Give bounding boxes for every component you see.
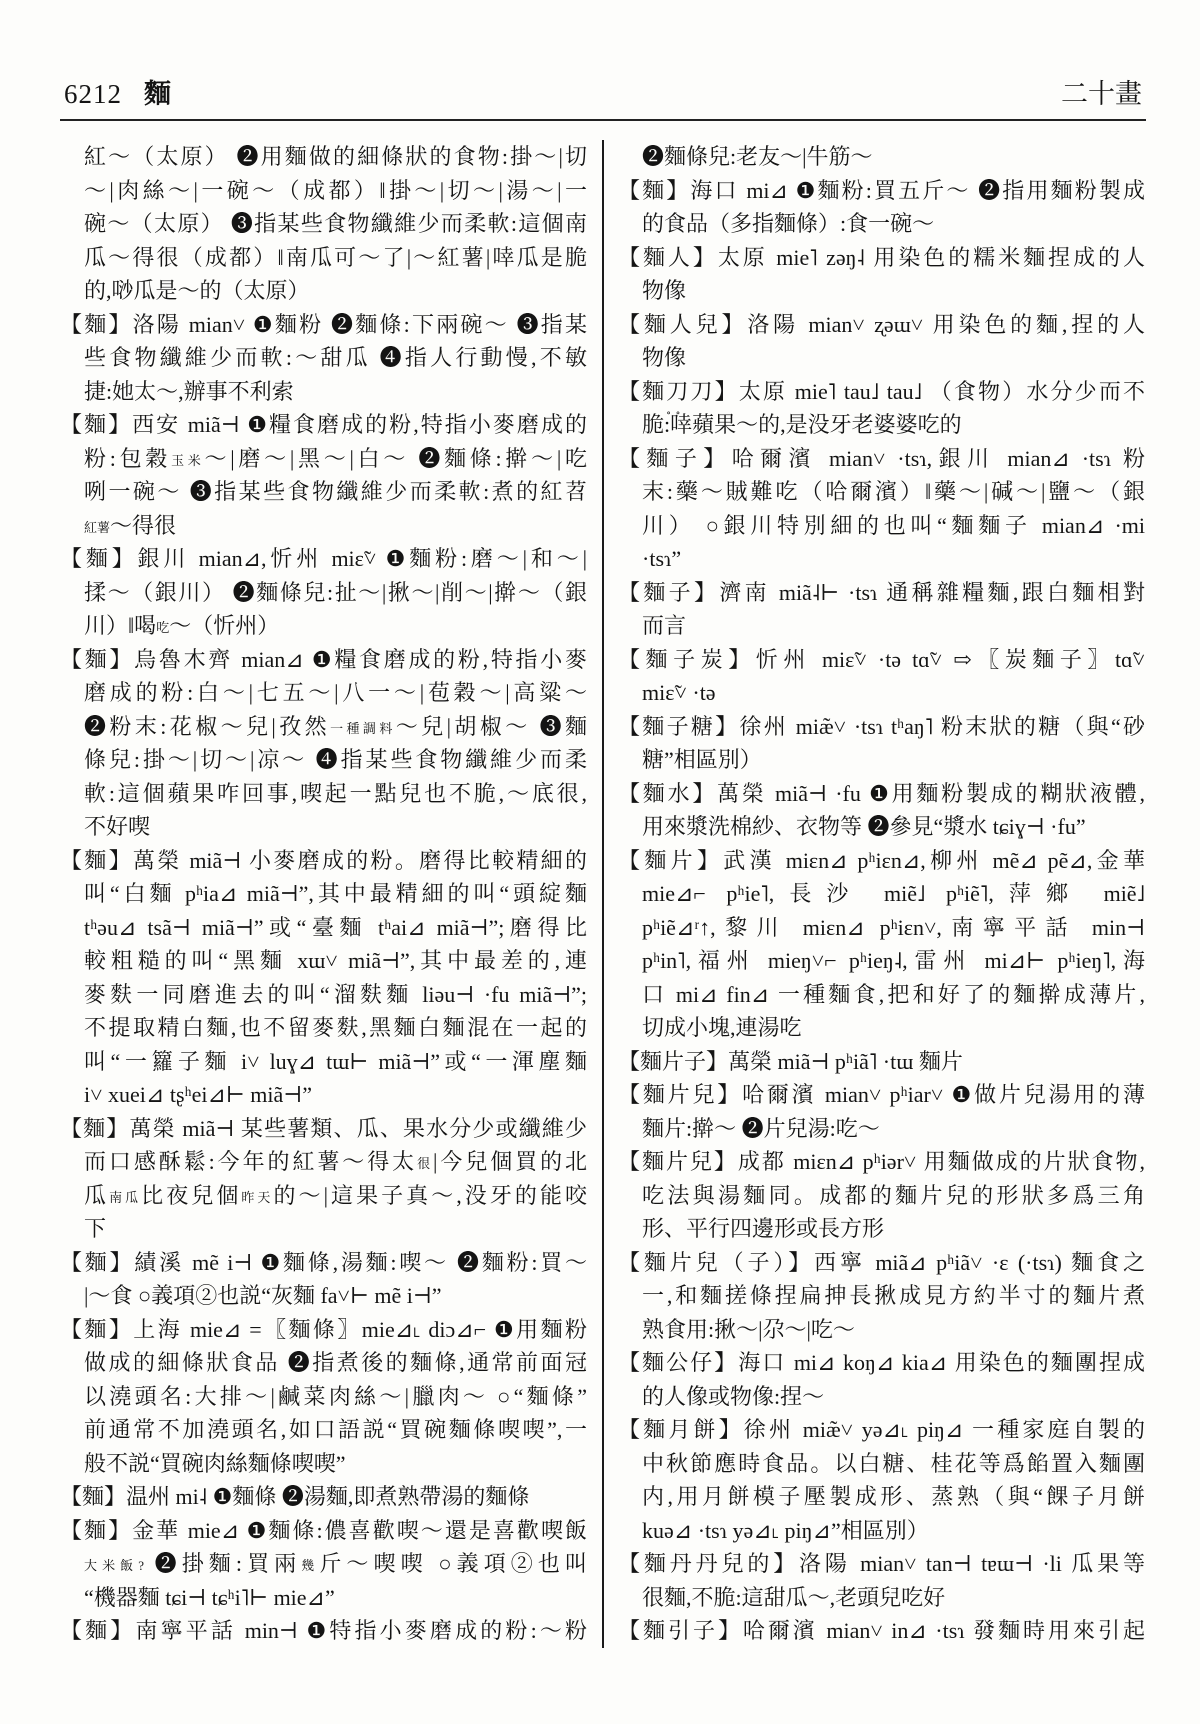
text-line: 的食品（多指麵條）:食一碗～ [642,211,935,236]
text-line: pʰiẽ⊿ʳ↑,黎川 miɛn⊿ pʰiɛn˅,南寧平話 min⊣ [642,914,1145,940]
text-line: 末:藥～賊難吃（哈爾濱）‖藥～|碱～|鹽～（銀 [642,479,1145,504]
header-left [64,72,171,111]
text-line: 【麵】海口 mi⊿ ❶麵粉:買五斤～ ❷指用麵粉製成 [618,177,1145,203]
text-line: 般不説“買碗肉絲麵條喫喫” [84,1450,346,1476]
text-line: 【麵】上海 mie⊿ =〖麵條〗mie⊿˪ diɔ⊿⌐ ❶用麵粉 [60,1316,587,1342]
text-line: 叫“白麵 pʰia⊿ miã⊣”,其中最精細的叫“頭綻麵 [84,881,587,906]
text-line: 下 [84,1216,107,1241]
text-line: ～|肉絲～|一碗～（成都）‖掛～|切～|湯～|一 [84,177,587,203]
text-line: 而口感酥鬆:今年的紅薯～得太很|今兒個買的北 [84,1149,587,1174]
text-line: 紅～（太原） ❷用麵做的細條狀的食物:掛～|切 [84,144,587,169]
text-line: 做成的細條狀食品 ❷指煮後的麵條,通常前面冠 [84,1350,587,1375]
text-line: 【麵水】萬榮 miã⊣ ·fu ❶用麵粉製成的糊狀液體, [618,780,1145,806]
page-body [60,140,1150,1648]
text-line: 【麵】西安 miã⊣ ❶糧食磨成的粉,特指小麥磨成的 [60,412,587,437]
text-line: 【麵片兒（子）】西寧 miã⊿ pʰiã˅ ·ɛ (·tsɿ) 麵食之 [618,1249,1145,1275]
text-line: 捷:她太～,辦事不利索 [84,378,294,404]
text-line: 【麵】績溪 mẽ i⊣ ❶麵條,湯麵:喫～ ❷麵粉:買～ [60,1249,587,1275]
text-line: 【麵】温州 mi˨ ❶麵條 ❷湯麵,即煮熟帶湯的麵條 [60,1484,530,1509]
text-line: 【麵片】武漢 miɛn⊿ pʰiɛn⊿,柳州 mẽ⊿ pẽ⊿,金華 [618,847,1145,873]
small-gloss: 吃 [156,620,170,635]
text-line: |～食 ○義項②也説“灰麵 fa˅⊢ mẽ i⊣” [84,1283,442,1308]
text-line: 【麵子】濟南 miã˨⊢ ·tsɿ 通稱雜糧麵,跟白麵相對 [618,579,1145,605]
text-line: 吃法與湯麵同。成都的麵片兒的形狀多爲三角 [642,1182,1145,1208]
stroke-section-label: 二十畫 [1061,79,1142,109]
text-line: 不好喫 [84,814,151,839]
page-number: 6212 [64,79,122,109]
text-line: 不提取精白麵,也不留麥麩,黑麵白麵混在一起的 [84,1015,587,1040]
text-line: 條兒:掛～|切～|凉～ ❹指某些食物纖維少而柔 [84,747,587,772]
text-line: 叫“一籮子麵 i˅ luɣ⊿ tɯ⊢ miã⊣”或“一渾塵麵 [84,1048,587,1074]
text-line: “機器麵 tɕi⊣ tɕʰi˥⊢ mie⊿” [84,1584,335,1610]
text-line: 【麵引子】哈爾濱 mian˅ in⊿ ·tsɿ 發麵時用來引起 [618,1618,1145,1643]
text-line: tʰəu⊿ tsã⊣ miã⊣”或“臺麵 tʰai⊿ miã⊣”;磨得比 [84,914,587,940]
text-line: 【麵丹丹兒的】洛陽 mian˅ tan⊣ tɐɯ⊣ ·li 瓜果等 [618,1551,1145,1576]
text-line: 碗～（太原） ❸指某些食物纖維少而柔軟:這個南 [84,211,587,236]
page-header [64,72,1142,111]
right-column [618,140,1145,1648]
small-gloss: 南瓜 [109,1189,142,1205]
small-gloss: 一種調料 [330,720,396,736]
text-line: 川）‖喝吃～（忻州） [84,613,280,638]
text-line: 脆:∘ ∘ 啈蘋果～的,是没牙老婆婆吃的 [618,408,1145,442]
text-line: 物像 [642,278,687,303]
text-line: 一,和麵搓條捏扁抻長揪成見方約半寸的麵片煮 [642,1283,1145,1308]
text-line: 的人像或物像:捏～ [642,1383,825,1409]
text-line: 【麵子糖】徐州 miæ̃˅ ·tsɿ tʰaŋ˥ 粉末狀的糖（與“砂 [618,713,1145,739]
text-line: 【麵】金華 mie⊿ ❶麵條:儂喜歡喫～還是喜歡喫飯 [60,1517,587,1543]
text-line: 揉～（銀川） ❷麵條兒:扯～|揪～|削～|擀～（銀 [84,579,587,605]
text-line: 【麵人】太原 mie˥ zəŋ˨ 用染色的糯米麵捏成的人 [618,244,1145,270]
small-gloss: 紅薯 [84,519,111,535]
small-gloss: 昨天 [241,1189,274,1205]
text-line: 瓜～得很（成都）‖南瓜可～了|～紅薯|啈瓜是脆 [84,244,587,270]
text-line: 麥麩一同磨進去的叫“溜麩麵 liəu⊣ ·fu miã⊣”; [84,981,587,1007]
text-line: 粉:包穀玉米～|磨～|黑～|白～ ❷麵條:擀～|吃 [84,445,587,471]
text-line: 形、平行四邊形或長方形 [642,1216,885,1241]
text-line: 較粗糙的叫“黑麵 xɯ˅ miã⊣”,其中最差的,連 [84,948,587,973]
text-line: 【麵片兒】哈爾濱 mian˅ pʰiar˅ ❶做片兒湯用的薄 [618,1082,1145,1107]
text-line: 物像 [642,345,687,370]
text-line: 糖”相區別） [642,747,762,772]
text-line: 【麵】烏魯木齊 mian⊿ ❶糧食磨成的粉,特指小麥 [60,646,587,672]
text-line: 【麵】洛陽 mian˅ ❶麵粉 ❷麵條:下兩碗～ ❸指某 [60,311,587,337]
text-line: 【麵子】哈爾濱 mian˅ ·tsɿ,銀川 mian⊿ ·tsɿ 粉 [618,445,1145,471]
small-gloss: 幾 [301,1558,320,1573]
text-line: 川） ○銀川特別細的也叫“麵麵子 mian⊿ ·mi [642,512,1145,538]
text-line: 熟食用:揪～|尕～|吃～ [642,1316,855,1342]
small-gloss: 玉米 [171,452,205,468]
text-line: mie⊿⌐ pʰie˥,長沙 miẽ˩ pʰiẽ˥,萍鄉 miẽ˩ [642,881,1145,906]
text-line: 【麵刀刀】太原 mie˥ tau˩ tau˩ （食物）水分少而不 [618,378,1145,404]
small-gloss: 大米飯? [84,1558,145,1573]
text-line: 軟:這個蘋果咋回事,喫起一點兒也不脆,～底很, [84,780,587,806]
text-line: i˅ xuei⊿ tʂʰei⊿⊢ miã⊣” [84,1082,312,1107]
text-line: 咧一碗～ ❸指某些食物纖維少而柔軟:煮的紅苕 [84,479,587,504]
text-line: 【麵】萬榮 miã⊣ 某些薯類、瓜、果水分少或纖維少 [60,1115,587,1141]
head-character: 麵 [144,79,171,109]
small-gloss: 很 [417,1156,434,1171]
text-line: 麵片:擀～ ❷片兒湯:吃～ [642,1115,880,1141]
text-line: kuə⊿ ·tsɿ yə⊿˪ piŋ⊿”相區別） [642,1517,929,1543]
text-line: 中秋節應時食品。以白糖、桂花等爲餡置入麵團 [642,1450,1145,1476]
text-line: 口 mi⊿ fin⊿ 一種麵食,把和好了的麵擀成薄片, [642,981,1145,1007]
text-line: 内,用月餅模子壓製成形、蒸熟（與“餜子月餅 [642,1484,1145,1509]
text-line: 磨成的粉:白～|七五～|八一～|苞穀～|高粱～ [84,680,587,705]
text-line: 【麵】南寧平話 min⊣ ❶特指小麥磨成的粉:～粉 [60,1618,587,1643]
text-line: pʰin˥,福州 mieŋ˅⌐ pʰieŋ˨,雷州 mi⊿⊢ pʰieŋ˥,海 [642,948,1145,973]
text-line: miɛ̃˅ ·tə [642,680,716,705]
text-line: 以澆頭名:大排～|鹹菜肉絲～|臘肉～ ○“麵條” [84,1383,587,1409]
text-line: 的,唦瓜是～的（太原） [84,278,310,303]
text-line: 些食物纖維少而軟:～甜瓜 ❹指人行動慢,不敏 [84,345,587,370]
text-line: 紅薯～得很 [84,512,177,538]
text-line: 【麵公仔】海口 mi⊿ koŋ⊿ kia⊿ 用染色的麵團捏成 [618,1350,1145,1375]
column-divider [602,140,604,1648]
text-line: 【麵片子】萬榮 miã⊣ pʰiã˥ ·tɯ 麵片 [618,1048,963,1074]
text-line: 很麵,不脆:這甜瓜～,老頭兒吃好 [642,1584,946,1610]
text-line: 【麵人兒】洛陽 mian˅ ʐəɯ˅ 用染色的麵,捏的人 [618,311,1145,337]
text-line: 前通常不加澆頭名,如口語説“買碗麵條喫喫”,一 [84,1417,587,1442]
text-line: 【麵月餅】徐州 miæ̃˅ yə⊿˪ piŋ⊿ 一種家庭自製的 [618,1417,1145,1442]
text-line: ❷麵條兒:老友～|牛筋～ [642,144,873,169]
text-line: 用來漿洗棉紗、衣物等 ❷參見“漿水 tɕiɣ⊣ ·fu” [642,814,1086,839]
left-column [60,140,587,1648]
text-line: ·tsɿ” [642,546,682,571]
text-line: 【麵】萬榮 miã⊣ 小麥磨成的粉。磨得比較精細的 [60,847,587,873]
header-rule [60,119,1146,121]
text-line: ❷粉末:花椒～兒|孜然一種調料～兒|胡椒～ ❸麵 [84,713,587,739]
text-line: 瓜南瓜比夜兒個昨天的～|這果子真～,没牙的能咬 [84,1182,587,1208]
text-line: 切成小塊,連湯吃 [642,1015,802,1040]
text-line: 【麵片兒】成都 miɛn⊿ pʰiər˅ 用麵做成的片狀食物, [618,1149,1145,1174]
text-line: 而言 [642,613,687,638]
text-line: 【麵】銀川 mian⊿,忻州 miɛ̃˅ ❶麵粉:磨～|和～| [60,546,587,571]
text-line: 大米飯? ❷掛麵:買兩幾斤～喫喫 ○義項②也叫 [84,1551,587,1576]
text-line: 【麵子炭】忻州 miɛ̃˅ ·tə tɑ̃˅ ⇨〖炭麵子〗tɑ̃˅ [618,646,1145,672]
ring-marked-char: ∘ ∘ 啈 [670,408,692,442]
